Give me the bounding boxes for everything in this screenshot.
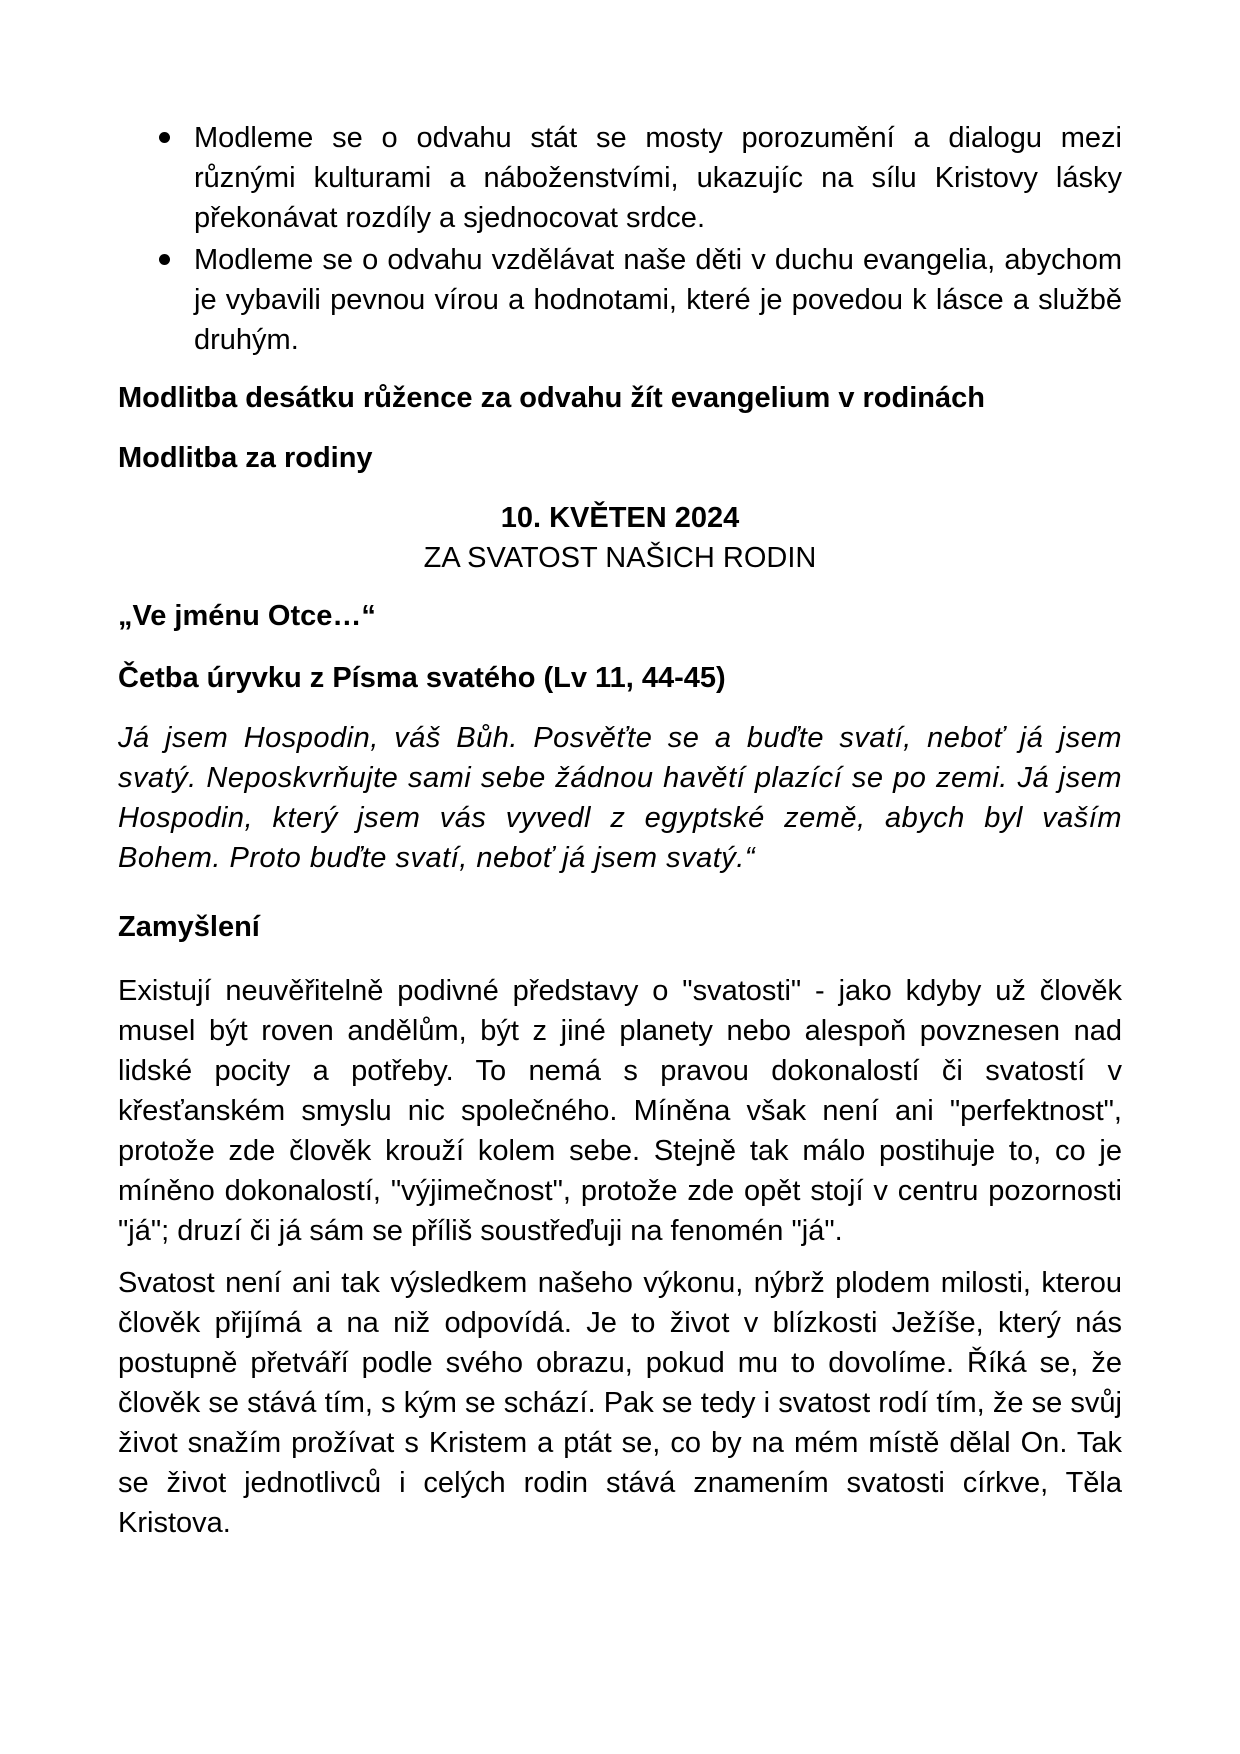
date-block xyxy=(118,498,1122,578)
date-title: 10. KVĚTEN 2024 xyxy=(500,502,740,534)
intention-text: Modleme se o odvahu stát se mosty porozumění a dialogu mezi různými kulturami a náboženstvími, ukazujíc na sílu Kristovy lásky překonávat rozdíly a sjednocovat srdce. xyxy=(194,122,1122,234)
opening-invocation: „Ve jménu Otce…“ xyxy=(118,600,376,632)
prayer-intentions-list xyxy=(118,118,1122,360)
list-item xyxy=(118,240,1122,360)
family-prayer-heading: Modlitba za rodiny xyxy=(118,442,373,474)
reflection-paragraph: Svatost není ani tak výsledkem našeho výkonu, nýbrž plodem milosti, kterou člověk přijímá a na niž odpovídá. Je to život v blízkosti Ježíše, který nás postupně přetváří podle svého obrazu, pokud mu to dovolíme. Říká se, že člověk se stává tím, s kým se schází. Pak se tedy i svatost rodí tím, že se svůj život snažím prožívat s Kristem a ptát se, co by na mém místě dělal On. Tak se život jednotlivců i celých rodin stává znamením svatosti církve, Těla Kristova. xyxy=(118,1267,1122,1539)
bullet-icon xyxy=(159,254,170,265)
reflection-heading: Zamyšlení xyxy=(118,911,260,943)
reflection-paragraph: Existují neuvěřitelně podivné představy o "svatosti" - jako kdyby už člověk musel být roven andělům, být z jiné planety nebo alespoň povznesen nad lidské pocity a potřeby. To nemá s pravou dokonalostí či svatostí v křesťanském smyslu nic společného. Míněna však není ani "perfektnost", protože zde člověk krouží kolem sebe. Stejně tak málo postihuje to, co je míněno dokonalostí, "výjimečnost", protože zde opět stojí v centru pozornosti "já"; druzí či já sám se příliš soustřeďuji na fenomén "já". xyxy=(118,975,1122,1247)
page-content xyxy=(118,118,1122,1543)
bullet-icon xyxy=(159,132,170,143)
intention-text: Modleme se o odvahu vzdělávat naše děti v duchu evangelia, abychom je vybavili pevnou vírou a hodnotami, které je povedou k lásce a službě druhým. xyxy=(194,244,1122,356)
date-subtitle: ZA SVATOST NAŠICH RODIN xyxy=(423,542,817,574)
reading-heading: Četba úryvku z Písma svatého (Lv 11, 44-45) xyxy=(118,662,726,694)
list-item xyxy=(118,118,1122,238)
scripture-text: Já jsem Hospodin, váš Bůh. Posvěťte se a buďte svatí, neboť já jsem svatý. Neposkvrňujte sami sebe žádnou havětí plazící se po zemi. Já jsem Hospodin, který jsem vás vyvedl z egyptské země, abych byl vaším Bohem. Proto buďte svatí, neboť já jsem svatý.“ xyxy=(118,722,1122,874)
rosary-heading: Modlitba desátku růžence za odvahu žít evangelium v rodinách xyxy=(118,382,985,414)
